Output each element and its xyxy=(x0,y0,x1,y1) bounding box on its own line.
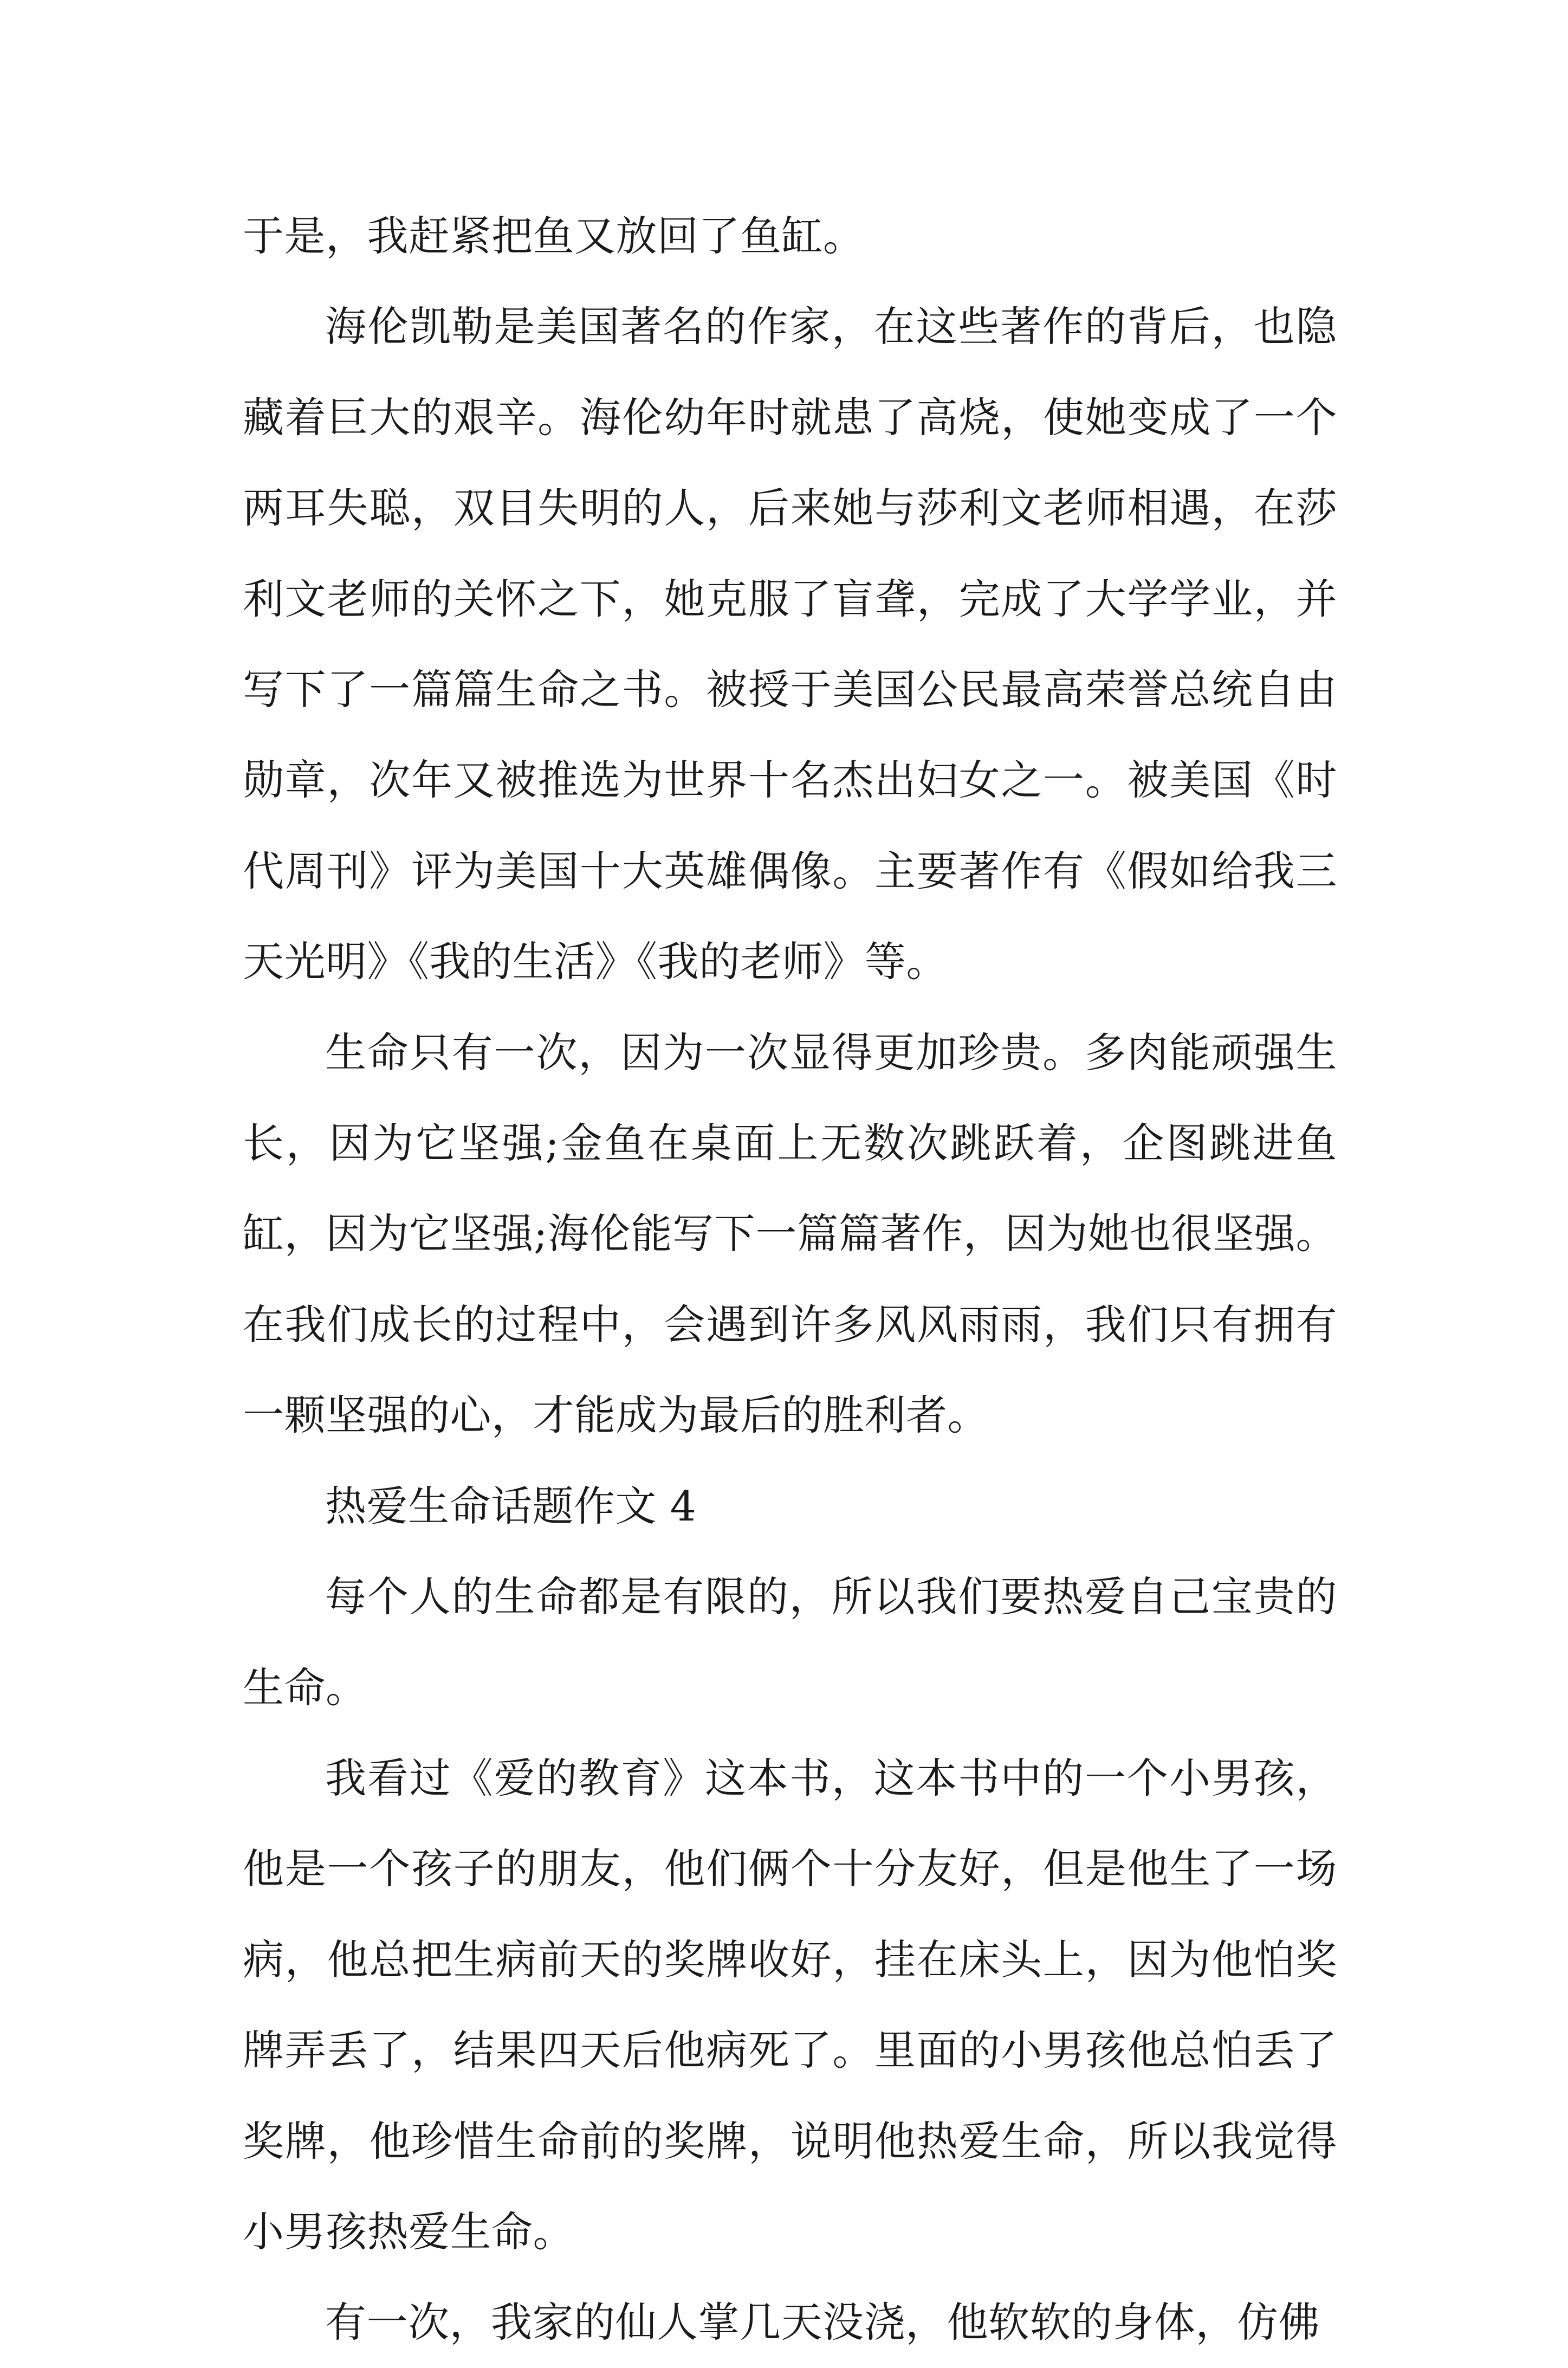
essay-heading: 热爱生命话题作文 4 xyxy=(325,1481,697,1530)
paragraph-book-story: 我看过《爱的教育》这本书，这本书中的一个小男孩，他是一个孩子的朋友，他们俩个十分友好，但是他生了一场病，他总把生病前天的奖牌收好，挂在床头上，因为他怕奖牌弄丢了，结果四天后他病死了。里面的小男孩他总怕丢了奖牌，他珍惜生命前的奖牌，说明他热爱生命，所以我觉得小男孩热爱生命。 xyxy=(243,1754,1337,2256)
document-body xyxy=(243,191,1337,2368)
paragraph-helen-keller: 海伦凯勒是美国著名的作家，在这些著作的背后，也隐藏着巨大的艰辛。海伦幼年时就患了高烧，使她变成了一个两耳失聪，双目失明的人，后来她与莎利文老师相遇，在莎利文老师的关怀之下，她克服了盲聋，完成了大学学业，并写下了一篇篇生命之书。被授于美国公民最高荣誉总统自由勋章，次年又被推选为世界十名杰出妇女之一。被美国《时代周刊》评为美国十大英雄偶像。主要著作有《假如给我三天光明》《我的生活》《我的老师》等。 xyxy=(243,302,1337,986)
paragraph-limited-life: 每个人的生命都是有限的，所以我们要热爱自己宝贵的生命。 xyxy=(243,1573,1337,1712)
paragraph-life-once: 生命只有一次，因为一次显得更加珍贵。多肉能顽强生长，因为它坚强;金鱼在桌面上无数次跳跃着，企图跳进鱼缸，因为它坚强;海伦能写下一篇篇著作，因为她也很坚强。在我们成长的过程中，会遇到许多风风雨雨，我们只有拥有一颗坚强的心，才能成为最后的胜利者。 xyxy=(243,1028,1337,1440)
paragraph-continuation: 于是，我赶紧把鱼又放回了鱼缸。 xyxy=(243,212,865,260)
paragraph-cactus: 有一次，我家的仙人掌几天没浇，他软软的身体，仿佛 xyxy=(325,2298,1320,2347)
